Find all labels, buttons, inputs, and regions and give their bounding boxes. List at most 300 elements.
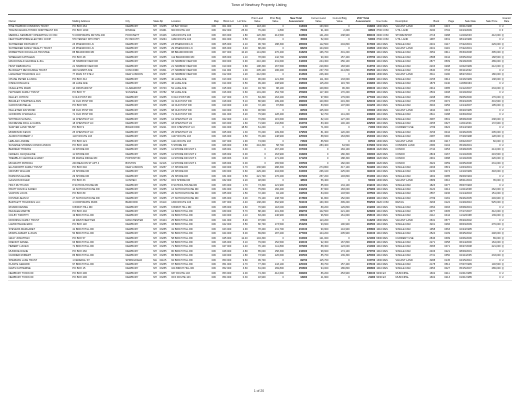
table-cell: 0217	[444, 139, 459, 143]
table-cell: 101,200	[248, 91, 266, 95]
table-cell: 21,900	[308, 276, 329, 280]
table-cell: 198,300	[248, 64, 266, 68]
table-cell: 115,200	[308, 82, 329, 86]
table-cell: 03255	[159, 121, 171, 125]
table-row	[8, 276, 512, 280]
table-cell: VACANT LAND	[395, 139, 429, 143]
table-cell: 31 OLD POST RD	[72, 99, 125, 103]
table-cell: SINGLE FAM	[395, 174, 429, 178]
table-cell: 176,000	[482, 95, 501, 99]
table-cell: Q	[501, 42, 512, 46]
table-cell: 119,700	[329, 82, 350, 86]
table-cell: 143,100	[266, 262, 284, 266]
table-cell: 03461	[159, 29, 171, 33]
table-cell: NH	[153, 267, 159, 271]
table-cell: 006	[211, 258, 222, 262]
table-cell: 99,700	[248, 258, 266, 262]
table-cell: 01/29/2010	[459, 201, 482, 205]
table-cell: 1010 RES	[376, 113, 395, 117]
table-cell: 167400	[284, 148, 307, 152]
table-cell: 0331	[444, 38, 459, 42]
table-cell: 006	[211, 38, 222, 42]
table-cell: PLANTE GERARD	[8, 262, 72, 266]
table-cell: 186,800	[329, 267, 350, 271]
column-header: Lot Size	[235, 15, 248, 25]
table-cell: NH	[153, 170, 159, 174]
table-cell: 020 000	[222, 108, 236, 112]
table-cell: PO BOX 57	[72, 236, 125, 240]
table-cell: 169900	[284, 104, 307, 108]
table-cell: GAGNON ROGER	[8, 179, 72, 183]
table-cell: 205,000	[482, 130, 501, 134]
table-cell: 03255	[159, 55, 171, 59]
table-cell: PLYMOUTH	[125, 38, 153, 42]
table-cell: 08/14/1996	[459, 38, 482, 42]
table-cell: 1,800	[266, 29, 284, 33]
table-cell: 006	[211, 201, 222, 205]
table-cell: 2401	[429, 42, 444, 46]
table-cell: 182800	[284, 86, 307, 90]
table-cell: U	[501, 227, 512, 231]
table-cell: 413700	[350, 64, 376, 68]
table-cell: 206100	[350, 86, 376, 90]
table-cell: 0181	[444, 196, 459, 200]
table-cell: 06/01/1998	[459, 25, 482, 29]
table-cell: 2045	[429, 25, 444, 29]
table-cell: 45,000	[248, 38, 266, 42]
table-cell: 2.70	[235, 262, 248, 266]
table-cell: 2406	[429, 249, 444, 253]
table-cell: 121000	[350, 236, 376, 240]
table-cell: 0612	[444, 77, 459, 81]
table-cell: 03255	[159, 51, 171, 55]
table-cell: 0	[329, 236, 350, 240]
table-cell: NEWBURY	[125, 121, 153, 125]
table-cell: 217300	[284, 77, 307, 81]
table-cell: 501100	[284, 201, 307, 205]
table-cell: 03255	[159, 47, 171, 51]
table-cell: 0702	[444, 29, 459, 33]
table-cell: 6.00	[235, 232, 248, 236]
table-cell: 52 LAKE AVE	[171, 86, 211, 90]
table-cell: NH	[153, 55, 159, 59]
table-cell: 365800	[284, 64, 307, 68]
table-cell: ALDRICH ROBERT J	[8, 135, 72, 139]
table-cell: 0	[482, 38, 501, 42]
table-cell: COLBY TIMOTHY	[8, 214, 72, 218]
table-cell: 3.60	[235, 267, 248, 271]
table-cell: 11 SHORE DR UNIT 2	[171, 152, 211, 156]
table-cell: 12/14/2007	[459, 104, 482, 108]
table-cell: 84,300	[248, 95, 266, 99]
table-cell: 50 BIRCH HILL RD	[72, 232, 125, 236]
table-cell: 166,400	[266, 188, 284, 192]
table-cell: 1010 RES	[376, 55, 395, 59]
table-cell: 362,900	[266, 201, 284, 205]
table-cell: PO BOX 505	[72, 104, 125, 108]
table-cell: 255900	[284, 91, 307, 95]
table-cell: 10/24/1995	[459, 227, 482, 231]
table-cell: Q	[501, 240, 512, 244]
table-cell: 96,000	[248, 77, 266, 81]
table-cell: 231,600	[266, 60, 284, 64]
table-cell: 4.70	[235, 95, 248, 99]
table-cell: U	[501, 108, 512, 112]
table-cell: 146,900	[266, 214, 284, 218]
table-cell: 71 BIRCH HILL RD	[171, 245, 211, 249]
table-cell: 0211	[444, 271, 459, 275]
table-cell: CONDO	[395, 152, 429, 156]
table-cell: 25.30	[235, 29, 248, 33]
table-cell: 1010 RES	[376, 82, 395, 86]
table-cell: 23 SHORE DR	[171, 170, 211, 174]
table-cell: 022 000	[222, 117, 236, 121]
table-cell: 013 000	[222, 77, 236, 81]
table-cell: 006	[211, 183, 222, 187]
table-cell: 188,300	[266, 42, 284, 46]
table-cell: 88 BRADFORD RD	[72, 51, 125, 55]
table-cell: 012 000	[222, 73, 236, 77]
table-cell: 0044	[444, 130, 459, 134]
table-cell: 260100	[350, 240, 376, 244]
table-cell: 163900	[350, 25, 376, 29]
table-cell: 03255	[159, 267, 171, 271]
table-cell: CROSBY WILLIAM	[8, 170, 72, 174]
table-cell: 73,300	[248, 183, 266, 187]
table-cell: NH	[153, 245, 159, 249]
table-cell: NH	[153, 218, 159, 222]
table-cell: 1.20	[235, 73, 248, 77]
table-cell: 75,800	[248, 188, 266, 192]
table-cell: 467900	[350, 51, 376, 55]
table-cell: 11 SHORE DR	[72, 152, 125, 156]
table-cell: 1300 RES	[376, 258, 395, 262]
table-cell: SINGLE FAM	[395, 254, 429, 258]
table-cell: 0408	[444, 91, 459, 95]
table-cell: 005 000	[222, 42, 236, 46]
table-cell: 006	[211, 214, 222, 218]
table-cell: 171200	[284, 157, 307, 161]
table-cell: 2716	[429, 33, 444, 37]
table-cell: 141,200	[329, 113, 350, 117]
table-cell: 1010 RES	[376, 240, 395, 244]
table-cell: 0	[266, 126, 284, 130]
table-cell: 187,200	[266, 232, 284, 236]
table-cell: 219,300	[329, 99, 350, 103]
table-cell: 1010 RES	[376, 214, 395, 218]
table-cell: 0.40	[235, 77, 248, 81]
table-cell: 12.40	[235, 236, 248, 240]
table-cell: 2901	[429, 157, 444, 161]
table-cell: 03255	[159, 60, 171, 64]
table-cell: 10/02/1999	[459, 64, 482, 68]
table-cell: 105000	[350, 108, 376, 112]
table-cell: 121,900	[266, 183, 284, 187]
table-cell: 74600	[284, 139, 307, 143]
table-cell: 86 BIRCH HILL RD	[72, 254, 125, 258]
table-cell: 248,000	[482, 232, 501, 236]
table-cell: 14 SCHOOLHOUSE RD	[171, 188, 211, 192]
table-cell: 229,800	[308, 64, 329, 68]
table-cell: 08/27/2010	[459, 73, 482, 77]
table-cell: NEWBURY	[125, 104, 153, 108]
table-cell: 247100	[350, 262, 376, 266]
table-cell: 006	[211, 99, 222, 103]
table-cell: 006	[211, 77, 222, 81]
table-cell: NEW LONDON	[125, 73, 153, 77]
table-cell: 0256	[444, 104, 459, 108]
table-cell: KELLEY JOHN M	[8, 95, 72, 99]
table-cell: 1280 ROUTE 103	[171, 38, 211, 42]
table-cell: 014 000	[222, 82, 236, 86]
table-cell: SINGLE FAM	[395, 113, 429, 117]
table-cell: 03257	[159, 73, 171, 77]
table-cell: 183,900	[329, 64, 350, 68]
table-cell: Q	[501, 232, 512, 236]
table-cell: 0093	[444, 205, 459, 209]
table-cell: 03255	[159, 276, 171, 280]
table-cell: 03255	[159, 95, 171, 99]
table-cell: 96,700	[248, 42, 266, 46]
table-cell: 289700	[284, 210, 307, 214]
table-cell: 76,900	[248, 205, 266, 209]
table-cell: 115,700	[308, 258, 329, 262]
table-cell: CURRENT USE	[395, 236, 429, 240]
table-cell: 257,200	[308, 174, 329, 178]
table-cell: 006	[211, 60, 222, 64]
table-cell: PO BOX 221	[72, 139, 125, 143]
table-cell: 225000	[350, 254, 376, 258]
table-cell: 115700	[350, 258, 376, 262]
table-cell: 6600 RES	[376, 126, 395, 130]
table-cell: NEW HAMPSHIRE ELECTRIC COOP	[8, 38, 72, 42]
table-cell: 2977	[429, 210, 444, 214]
table-cell: 0119	[444, 47, 459, 51]
table-cell: NH	[153, 188, 159, 192]
table-cell: 2640	[429, 69, 444, 73]
column-header: Owner	[8, 15, 72, 25]
table-cell: 006	[211, 271, 222, 275]
table-cell: 034 000	[222, 188, 236, 192]
table-cell: Q	[501, 135, 512, 139]
table-cell: 301,500	[482, 99, 501, 103]
table-cell: BEDFORD	[125, 201, 153, 205]
table-cell: 01/01/1985	[459, 271, 482, 275]
table-cell: NH	[153, 232, 159, 236]
table-cell: 11 SHORE DR UNIT 1	[171, 148, 211, 152]
table-cell: 78000	[284, 29, 307, 33]
table-cell: 0	[482, 205, 501, 209]
table-cell: 68 OLD POST RD	[72, 108, 125, 112]
table-cell: 0	[329, 139, 350, 143]
table-cell: 2799	[429, 196, 444, 200]
table-cell: 1.70	[235, 183, 248, 187]
table-cell: 31 OLD POST RD	[171, 99, 211, 103]
table-cell: 92 BIRCH HILL RD	[171, 258, 211, 262]
table-cell: 06/11/2002	[459, 69, 482, 73]
table-cell: 52000	[350, 38, 376, 42]
table-cell: SINGLE FAM	[395, 196, 429, 200]
table-cell: 019 000	[222, 104, 236, 108]
table-cell: 244900	[350, 77, 376, 81]
table-cell: 1300 ROUTE 103	[171, 201, 211, 205]
table-cell: 209300	[350, 117, 376, 121]
table-cell: NH	[153, 276, 159, 280]
table-cell: 161,600	[329, 214, 350, 218]
table-cell: 33 BIRCH HILL RD	[171, 223, 211, 227]
table-cell: ROBERTSON DOUGLAS TRUSTEE	[8, 51, 72, 55]
table-cell: 491100	[350, 170, 376, 174]
table-cell: 246,400	[308, 73, 329, 77]
table-cell: 11/21/2008	[459, 188, 482, 192]
table-cell: 0	[482, 276, 501, 280]
table-cell: 0085	[444, 174, 459, 178]
table-cell: 12 CHESTNUT LN	[171, 117, 211, 121]
table-cell: 591900	[350, 166, 376, 170]
table-cell: 46 LAKE AVE	[171, 82, 211, 86]
table-cell: 1.30	[235, 25, 248, 29]
table-cell: 1.80	[235, 33, 248, 37]
table-cell: 500400	[350, 60, 376, 64]
table-cell: 74,600	[248, 139, 266, 143]
table-cell: NH	[153, 82, 159, 86]
table-cell: 212,600	[248, 73, 266, 77]
table-cell: 1010 RES	[376, 174, 395, 178]
table-cell: 07/07/1999	[459, 262, 482, 266]
table-cell: 204,600	[266, 170, 284, 174]
table-cell: 3.20	[235, 113, 248, 117]
page-number: 1 of 20	[253, 389, 265, 393]
table-cell: Q	[501, 245, 512, 249]
table-cell: VACANT LAND	[395, 25, 429, 29]
table-cell: 2933	[429, 139, 444, 143]
table-cell: 6600 RES	[376, 236, 395, 240]
table-cell: NH	[153, 135, 159, 139]
table-cell: 2298	[429, 95, 444, 99]
table-cell: DAVIS KATHERINE	[8, 267, 72, 271]
table-cell: 40 LAKE AVE	[171, 77, 211, 81]
table-cell: 0188	[444, 113, 459, 117]
table-cell: 289,000	[482, 267, 501, 271]
table-cell: 10.20	[235, 51, 248, 55]
table-cell: 1010 RES	[376, 95, 395, 99]
table-cell: 04/30/2002	[459, 113, 482, 117]
table-cell: 94,700	[248, 86, 266, 90]
table-cell: 231,000	[482, 161, 501, 165]
table-cell: 028 002	[222, 152, 236, 156]
header-row	[8, 15, 512, 25]
table-cell: 01/12/2007	[459, 86, 482, 90]
table-cell: 0	[482, 82, 501, 86]
table-cell: 418200	[284, 51, 307, 55]
table-cell: 006	[211, 135, 222, 139]
table-cell: 148,900	[266, 135, 284, 139]
table-cell: NEWBURY	[125, 77, 153, 81]
table-cell: 009 000	[222, 60, 236, 64]
table-cell: PO BOX 312	[72, 77, 125, 81]
table-cell: U	[501, 91, 512, 95]
table-cell: 0044	[444, 55, 459, 59]
table-cell: NH	[153, 183, 159, 187]
table-cell: 48,600	[248, 179, 266, 183]
table-cell: 12 BIRCH HILL RD	[171, 210, 211, 214]
table-cell: NH	[153, 271, 159, 275]
table-cell: 0117	[444, 42, 459, 46]
column-header: Sale Price	[482, 15, 501, 25]
table-cell: 284500	[350, 223, 376, 227]
table-cell: 90,500	[248, 108, 266, 112]
table-cell: 1010 RES	[376, 188, 395, 192]
table-cell: 06/14/2000	[459, 240, 482, 244]
table-cell: SINGLE FAM	[395, 135, 429, 139]
table-cell: 006	[211, 121, 222, 125]
table-cell: 195,000	[482, 104, 501, 108]
table-cell: NH	[153, 86, 159, 90]
table-cell: Q	[501, 214, 512, 218]
table-cell: 81,000	[248, 267, 266, 271]
table-cell: 2819	[429, 152, 444, 156]
table-cell: 317300	[350, 42, 376, 46]
table-cell: NH	[153, 77, 159, 81]
table-cell: SINGLE FAM	[395, 227, 429, 231]
table-cell: SINGLE FAM	[395, 210, 429, 214]
table-cell: NEWBURY	[125, 143, 153, 147]
table-cell: 049 000	[222, 254, 236, 258]
table-cell: 2401	[429, 47, 444, 51]
table-cell: 91,400	[308, 29, 329, 33]
table-cell: 0.00	[235, 161, 248, 165]
table-cell: Q	[501, 51, 512, 55]
table-cell: 1300 RES	[376, 139, 395, 143]
table-cell: 90500	[284, 108, 307, 112]
table-cell: 2087	[429, 135, 444, 139]
table-cell: 03255	[159, 143, 171, 147]
table-cell: 1300 RES	[376, 218, 395, 222]
table-cell: NH	[153, 126, 159, 130]
table-cell: 0	[482, 258, 501, 262]
table-cell: 0.00	[235, 157, 248, 161]
table-cell: 1.00	[235, 69, 248, 73]
table-cell: 015 000	[222, 86, 236, 90]
table-cell: 151,000	[482, 192, 501, 196]
table-cell: 0	[482, 166, 501, 170]
table-cell: CONDO	[395, 161, 429, 165]
table-cell: 183,000	[329, 188, 350, 192]
table-cell: SINGLE FAM	[395, 130, 429, 134]
table-cell: NEWBURY	[125, 267, 153, 271]
table-cell: NEWBURY	[125, 174, 153, 178]
table-cell: NH	[153, 99, 159, 103]
table-cell: 03221	[159, 126, 171, 130]
table-cell: 229,400	[248, 170, 266, 174]
table-cell: 246400	[350, 73, 376, 77]
table-cell: 03255	[159, 262, 171, 266]
table-cell: 118400	[284, 25, 307, 29]
table-cell: 3022	[429, 161, 444, 165]
table-cell: SINGLE FAM	[395, 60, 429, 64]
table-cell: 214,800	[329, 69, 350, 73]
column-header: State	[153, 15, 159, 25]
table-cell: PO BOX 77	[72, 91, 125, 95]
table-cell: 039 000	[222, 210, 236, 214]
table-cell: MACDONALD GEORGE & JILL	[8, 60, 72, 64]
table-cell: 1010 RES	[376, 77, 395, 81]
table-cell: 0190	[444, 73, 459, 77]
table-cell: SUNAPEE	[125, 91, 153, 95]
table-cell: 1107 ROUTE 103	[171, 135, 211, 139]
table-cell: 18 CHESTNUT LN	[171, 121, 211, 125]
table-cell: 144,900	[329, 227, 350, 231]
